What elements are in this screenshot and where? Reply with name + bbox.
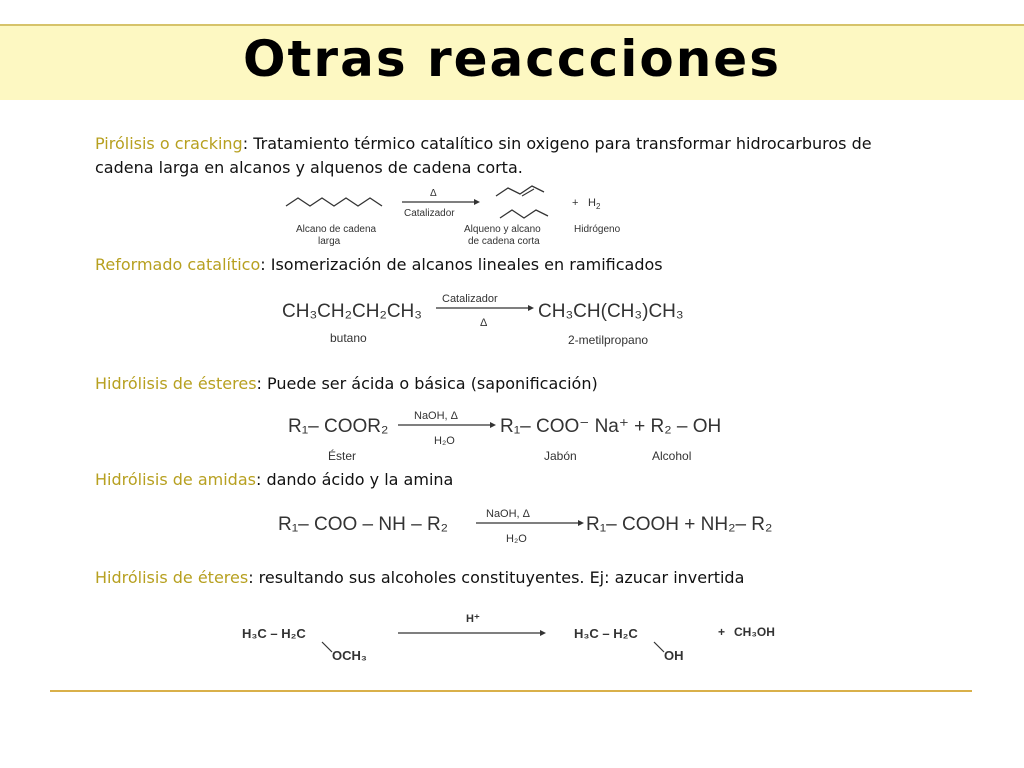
- delta-condition: Δ: [430, 188, 437, 199]
- methanol-formula: CH₃OH: [734, 625, 775, 639]
- section-sep: :: [255, 470, 262, 489]
- product-label-line2: de cadena corta: [468, 236, 540, 247]
- soap-name: Jabón: [544, 449, 577, 463]
- page-title: Otras reaccciones: [243, 30, 781, 88]
- catalyst-label: Catalizador: [404, 208, 455, 219]
- reactant-label-line1: Alcano de cadena: [296, 224, 377, 235]
- water-reagent: H₂O: [434, 435, 455, 447]
- plus-sign: +: [572, 197, 579, 209]
- delta-condition: Δ: [480, 317, 488, 329]
- reaction-arrowhead: [528, 305, 534, 311]
- reforming-reaction-diagram: [276, 286, 712, 350]
- amide-formula: R₁– COO – NH – R₂: [278, 514, 449, 535]
- ester-hydrolysis-diagram: [284, 404, 738, 466]
- long-alkane-chain: [286, 198, 382, 206]
- water-reagent: H₂O: [506, 533, 527, 545]
- section-sep: :: [242, 134, 249, 153]
- reactant-label-line2: larga: [318, 236, 341, 247]
- section-sep: :: [260, 255, 266, 274]
- reaction-arrowhead: [474, 199, 480, 205]
- methoxy-group: OCH₃: [332, 648, 367, 663]
- hydroxyl-group: OH: [664, 648, 684, 663]
- section-text: Isomerización de alcanos lineales en ramificados: [265, 255, 663, 274]
- section-reforming: [95, 253, 935, 277]
- short-alkene-chain: [496, 186, 544, 196]
- section-cracking: [95, 132, 935, 180]
- section-text: Puede ser ácida o básica (saponificación): [261, 374, 598, 393]
- products-formula: R₁– COO⁻ Na⁺ + R₂ – OH: [500, 416, 722, 437]
- ether-hydrolysis-diagram: [240, 606, 810, 668]
- ester-name: Éster: [328, 449, 357, 463]
- alcohol-name: Alcohol: [652, 449, 692, 463]
- section-text: Tratamiento térmico catalítico sin oxigeno para transformar hidrocarburos de cadena larga en alcanos y alquenos de cadena corta.: [95, 134, 872, 177]
- amide-hydrolysis-diagram: [276, 498, 816, 546]
- section-term: Hidrólisis de éteres: [95, 568, 249, 587]
- isobutane-name: 2-metilpropano: [568, 333, 649, 347]
- section-sep: :: [248, 568, 254, 587]
- product-label-line1: Alqueno y alcano: [464, 224, 541, 235]
- short-alkane-chain: [500, 210, 548, 218]
- reaction-arrowhead: [578, 520, 584, 526]
- catalyst-label: Catalizador: [442, 293, 498, 305]
- ethanol-main-chain: H₃C – H₂C: [574, 626, 638, 641]
- section-term: Hidrólisis de ésteres: [95, 374, 257, 393]
- naoh-reagent: NaOH, Δ: [414, 410, 459, 422]
- butane-name: butano: [330, 331, 367, 345]
- ether-bond: [322, 642, 332, 652]
- section-term: Pirólisis o cracking: [95, 134, 243, 153]
- alcohol-bond: [654, 642, 664, 652]
- isobutane-formula: CH₃CH(CH₃)CH₃: [538, 301, 684, 322]
- acid-catalyst: H⁺: [466, 613, 480, 625]
- ether-main-chain: H₃C – H₂C: [242, 626, 306, 641]
- double-bond-line: [522, 189, 534, 196]
- section-amide-hydrolysis: [95, 468, 935, 492]
- naoh-reagent: NaOH, Δ: [486, 508, 531, 520]
- products-formula: R₁– COOH + NH₂– R₂: [586, 514, 773, 535]
- section-sep: :: [256, 374, 262, 393]
- section-text: resultando sus alcoholes constituyentes. Ej: azucar invertida: [253, 568, 745, 587]
- ester-formula: R₁– COOR₂: [288, 416, 389, 437]
- cracking-reaction-diagram: [278, 184, 656, 248]
- section-text: dando ácido y la amina: [261, 470, 454, 489]
- hydrogen-label: Hidrógeno: [574, 224, 621, 235]
- section-ester-hydrolysis: [95, 372, 935, 396]
- reaction-arrowhead: [540, 630, 546, 636]
- section-ether-hydrolysis: [95, 566, 935, 590]
- hydrogen-formula: $H_2$: [588, 197, 601, 211]
- plus-sign: +: [718, 625, 726, 639]
- bottom-rule: [50, 690, 972, 692]
- section-term: Hidrólisis de amidas: [95, 470, 256, 489]
- section-term: Reformado catalítico: [95, 255, 261, 274]
- reaction-arrowhead: [490, 422, 496, 428]
- butane-formula: CH₃CH₂CH₂CH₃: [282, 301, 422, 322]
